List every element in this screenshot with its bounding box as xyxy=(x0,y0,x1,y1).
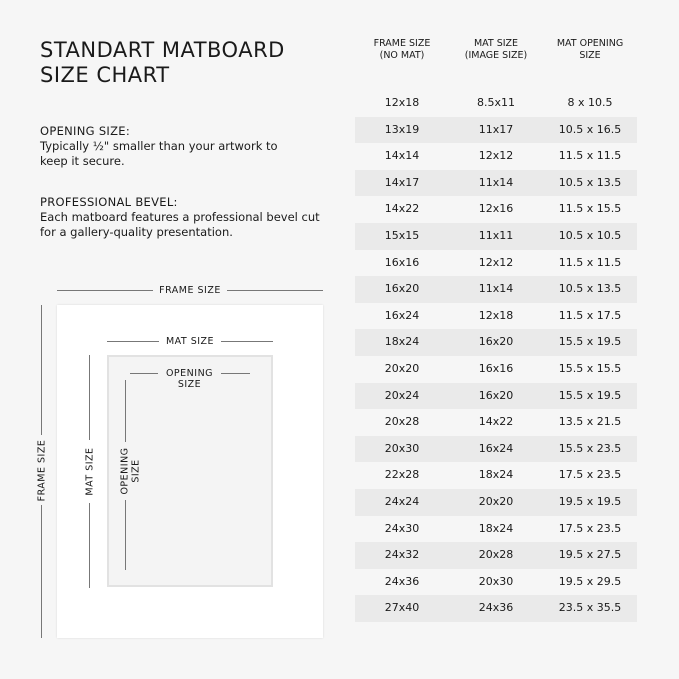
header-line: (NO MAT) xyxy=(379,50,425,61)
table-row xyxy=(355,595,637,622)
header-line: (IMAGE SIZE) xyxy=(464,50,528,61)
header-line: MAT SIZE xyxy=(473,38,519,49)
table-cell: 14x22 xyxy=(384,202,420,216)
table-cell: 20x20 xyxy=(384,361,420,375)
table-header xyxy=(355,38,637,90)
table-cell: 16x20 xyxy=(478,388,514,402)
table-cell: 10.5 x 16.5 xyxy=(558,122,622,136)
table-row xyxy=(355,223,637,250)
dimension-line xyxy=(41,305,42,435)
table-row xyxy=(355,489,637,516)
table-cell: 10.5 x 13.5 xyxy=(558,282,622,296)
dimension-line xyxy=(130,373,158,374)
table-cell: 16x16 xyxy=(384,255,420,269)
dimension-line xyxy=(221,373,250,374)
table-row xyxy=(355,542,637,569)
table-row xyxy=(355,117,637,144)
title-line-1: STANDART MATBOARD xyxy=(40,38,285,62)
table-cell: 11.5 x 15.5 xyxy=(558,202,622,216)
table-row xyxy=(355,90,637,117)
table-cell: 20x28 xyxy=(478,548,514,562)
table-cell: 16x20 xyxy=(478,335,514,349)
dimension-line xyxy=(57,290,153,291)
table-row xyxy=(355,329,637,356)
table-cell: 27x40 xyxy=(384,601,420,615)
table-cell: 13.5 x 21.5 xyxy=(558,415,622,429)
table-cell: 16x20 xyxy=(384,282,420,296)
table-cell: 11x14 xyxy=(478,175,514,189)
table-row xyxy=(355,516,637,543)
table-row xyxy=(355,356,637,383)
table-cell: 11.5 x 11.5 xyxy=(558,149,622,163)
dimension-line xyxy=(227,290,323,291)
table-cell: 20x28 xyxy=(384,415,420,429)
table-cell: 24x24 xyxy=(384,494,420,508)
opening-size-vertical-label xyxy=(120,440,142,503)
table-row xyxy=(355,143,637,170)
header-line: FRAME SIZE xyxy=(373,38,431,49)
table-row xyxy=(355,276,637,303)
table-cell: 20x24 xyxy=(384,388,420,402)
dimension-line xyxy=(125,500,126,570)
table-cell: 24x36 xyxy=(384,574,420,588)
table-cell: 17.5 x 23.5 xyxy=(558,468,622,482)
table-cell: 12x18 xyxy=(478,308,514,322)
table-cell: 15.5 x 23.5 xyxy=(558,441,622,455)
table-cell: 18x24 xyxy=(384,335,420,349)
table-row xyxy=(355,303,637,330)
table-cell: 11x17 xyxy=(478,122,514,136)
table-cell: 22x28 xyxy=(384,468,420,482)
table-cell: 19.5 x 29.5 xyxy=(558,574,622,588)
table-cell: 16x24 xyxy=(478,441,514,455)
table-cell: 15.5 x 19.5 xyxy=(558,335,622,349)
frame-size-label: FRAME SIZE xyxy=(159,285,221,296)
title-line-2: SIZE CHART xyxy=(40,63,170,87)
column-header xyxy=(543,38,637,90)
header-line: SIZE xyxy=(579,50,601,61)
table-cell: 19.5 x 27.5 xyxy=(558,548,622,562)
bevel-text: Each matboard features a professional bevel cut for a gallery-quality presentation. xyxy=(40,210,320,239)
opening-size-text: Typically ½" smaller than your artwork to keep it secure. xyxy=(40,139,278,168)
size-chart-table xyxy=(355,38,637,622)
table-cell: 11x11 xyxy=(478,228,514,242)
table-cell: 19.5 x 19.5 xyxy=(558,494,622,508)
dimension-line xyxy=(107,341,159,342)
table-cell: 20x30 xyxy=(384,441,420,455)
table-row xyxy=(355,196,637,223)
dimension-line xyxy=(89,355,90,440)
opening-word: OPENING xyxy=(165,368,214,379)
table-cell: 14x14 xyxy=(384,149,420,163)
size-word: SIZE xyxy=(130,459,142,483)
column-header xyxy=(449,38,543,90)
table-row xyxy=(355,436,637,463)
table-cell: 15.5 x 15.5 xyxy=(558,361,622,375)
table-cell: 12x16 xyxy=(478,202,514,216)
table-cell: 17.5 x 23.5 xyxy=(558,521,622,535)
dimension-line xyxy=(125,380,126,442)
table-cell: 11x14 xyxy=(478,282,514,296)
table-cell: 16x16 xyxy=(478,361,514,375)
table-row xyxy=(355,170,637,197)
table-cell: 8 x 10.5 xyxy=(567,96,613,109)
mat-size-vertical-label: MAT SIZE xyxy=(84,447,96,496)
table-row xyxy=(355,409,637,436)
table-cell: 11.5 x 11.5 xyxy=(558,255,622,269)
table-cell: 10.5 x 13.5 xyxy=(558,175,622,189)
opening-word: OPENING xyxy=(119,447,131,495)
table-cell: 23.5 x 35.5 xyxy=(558,601,622,615)
table-cell: 12x18 xyxy=(384,96,420,109)
table-cell: 15x15 xyxy=(384,228,420,242)
table-cell: 18x24 xyxy=(478,468,514,482)
table-cell: 20x20 xyxy=(478,494,514,508)
dimension-line xyxy=(221,341,273,342)
table-row xyxy=(355,462,637,489)
table-cell: 18x24 xyxy=(478,521,514,535)
table-cell: 13x19 xyxy=(384,122,420,136)
opening-size-label: OPENING SIZE: xyxy=(40,124,131,138)
table-row xyxy=(355,383,637,410)
table-cell: 20x30 xyxy=(478,574,514,588)
table-cell: 24x30 xyxy=(384,521,420,535)
bevel-label: PROFESSIONAL BEVEL: xyxy=(40,195,178,209)
table-cell: 10.5 x 10.5 xyxy=(558,228,622,242)
page-title xyxy=(40,38,285,88)
mat-size-label: MAT SIZE xyxy=(165,336,215,347)
table-cell: 12x12 xyxy=(478,149,514,163)
column-header xyxy=(355,38,449,90)
table-cell: 24x32 xyxy=(384,548,420,562)
dimension-line xyxy=(41,505,42,638)
table-cell: 16x24 xyxy=(384,308,420,322)
table-cell: 24x36 xyxy=(478,601,514,615)
table-cell: 15.5 x 19.5 xyxy=(558,388,622,402)
table-row xyxy=(355,569,637,596)
table-cell: 12x12 xyxy=(478,255,514,269)
table-body xyxy=(355,90,637,622)
dimension-line xyxy=(89,503,90,588)
header-line: MAT OPENING xyxy=(556,38,624,49)
table-cell: 11.5 x 17.5 xyxy=(558,308,622,322)
table-cell: 14x17 xyxy=(384,175,420,189)
table-cell: 14x22 xyxy=(478,415,514,429)
size-word: SIZE xyxy=(177,379,202,390)
frame-size-vertical-label: FRAME SIZE xyxy=(36,439,48,502)
opening-size-label-top xyxy=(158,368,221,390)
table-row xyxy=(355,250,637,277)
table-cell: 8.5x11 xyxy=(476,96,515,109)
